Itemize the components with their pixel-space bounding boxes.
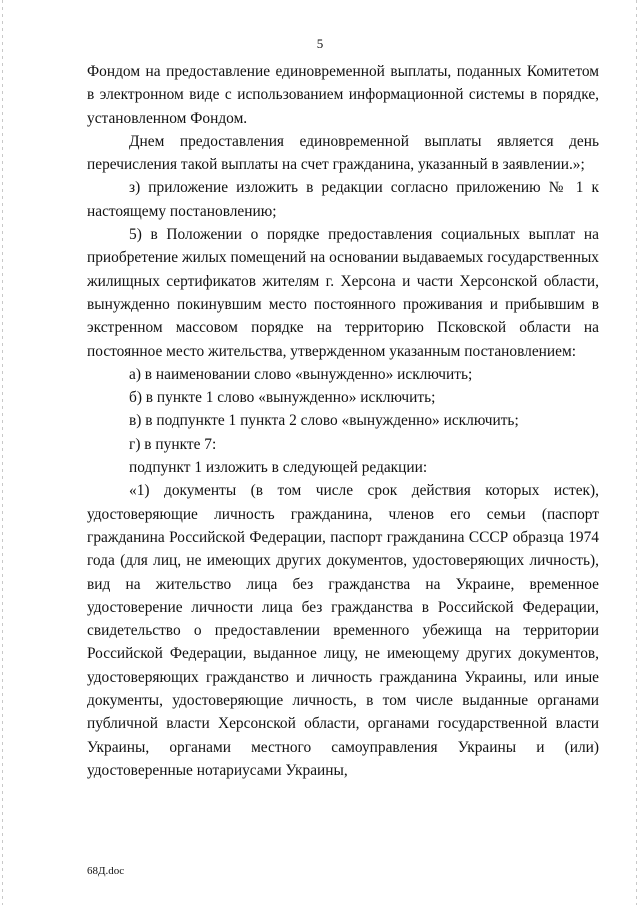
paragraph-6: б) в пункте 1 слово «вынужденно» исключить; (129, 389, 436, 407)
paragraph-3: з) приложение изложить в редакции согласно приложению № 1 к настоящему постановлению; (87, 179, 599, 220)
paragraph-2: Днем предоставления единовременной выплаты является день перечисления такой выплаты на счет гражданина, указанный в заявлении.»; (87, 132, 599, 174)
paragraph-4: 5) в Положении о порядке предоставления социальных выплат на приобретение жилых помещений на основании выдаваемых государственных жилищных сертификатов жителям г. Херсона и части Херсонской области, вынужденно покинувшим место постоянного проживания и прибывшим в экстренном массовом порядке на территорию Псковской области на постоянное место жительства, утвержденном указанным постановлением: (87, 226, 599, 360)
paragraph-7: в) в подпункте 1 пункта 2 слово «вынужденно» исключить; (129, 412, 519, 430)
file-name-footer: 68Д.doc (87, 865, 125, 877)
scan-edge-right (636, 0, 637, 905)
paragraph-8: г) в пункте 7: (129, 435, 217, 453)
paragraph-9: подпункт 1 изложить в следующей редакции: (129, 459, 428, 477)
document-body (87, 60, 599, 782)
scan-edge-left (2, 0, 3, 905)
page-number: 5 (316, 36, 324, 51)
paragraph-5: а) в наименовании слово «вынужденно» исключить; (129, 365, 473, 383)
paragraph-10: «1) документы (в том числе срок действия которых истек), удостоверяющие личность гражданина, членов его семьи (паспорт гражданина Российской Федерации, паспорт гражданина СССР образца 1974 года (для лиц, не имеющих других документов, удостоверяющих личность), вид на жительство лица без гражданства на Украине, временное удостоверение личности лица без гражданства в Российской Федерации, свидетельство о предоставлении временного убежища на территории Российской Федерации, выданное лицу, не имеющему других документов, удостоверяющих гражданство и личность гражданина Украины, или иные документы, удостоверяющие личность, в том числе выданные органами публичной власти Херсонской области, органами государственной власти Украины, органами местного самоуправления Украины и (или) удостоверенные нотариусами Украины, (87, 482, 599, 779)
paragraph-1: Фондом на предоставление единовременной выплаты, поданных Комитетом в электронном виде с использованием информационной системы в порядке, установленном Фондом. (87, 63, 599, 127)
